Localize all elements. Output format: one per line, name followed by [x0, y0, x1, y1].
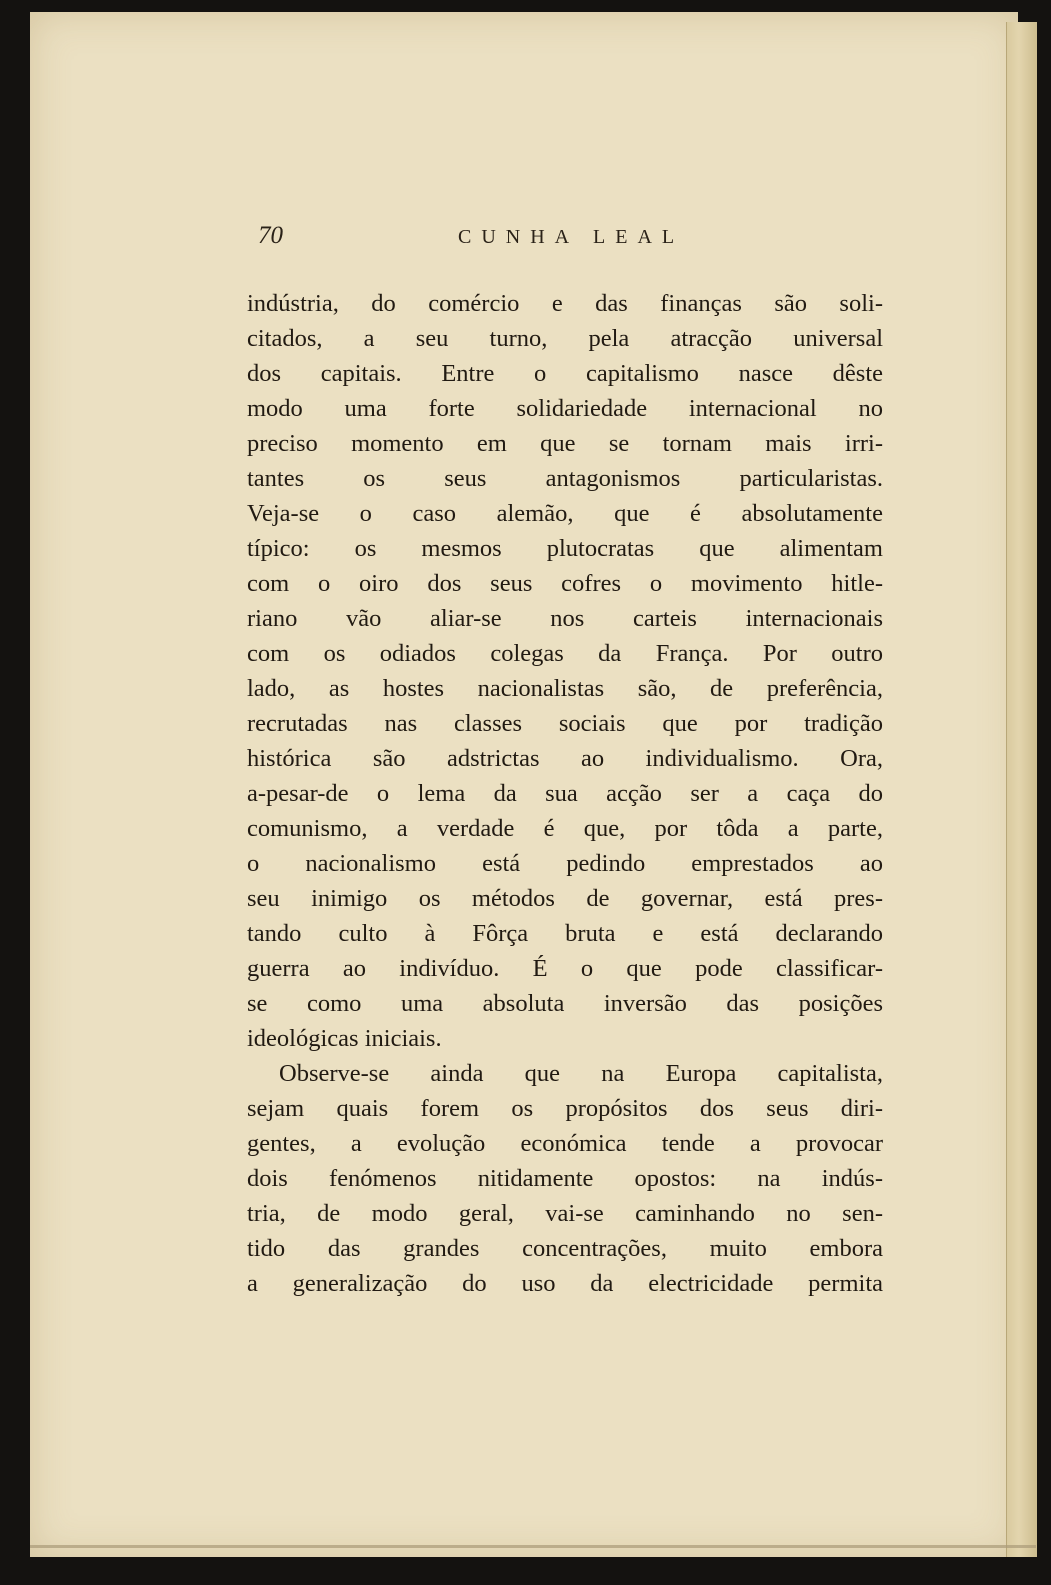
text-line: seu inimigo os métodos de governar, está pres-: [247, 885, 883, 912]
text-line: recrutadas nas classes sociais que por tradição: [247, 710, 883, 737]
text-line: tria, de modo geral, vai-se caminhando no sen-: [247, 1200, 883, 1227]
page-stack-edge: [1006, 22, 1037, 1557]
text-line: gentes, a evolução económica tende a provocar: [247, 1130, 883, 1157]
text-line: comunismo, a verdade é que, por tôda a parte,: [247, 815, 883, 842]
page-header: [252, 222, 892, 256]
text-line: ideológicas iniciais.: [247, 1025, 442, 1052]
text-line: modo uma forte solidariedade internacional no: [247, 395, 883, 422]
text-line: preciso momento em que se tornam mais irri-: [247, 430, 883, 457]
page-number: 70: [258, 222, 283, 249]
body-text: [247, 286, 883, 1301]
text-line: a-pesar-de o lema da sua acção ser a caça do: [247, 780, 883, 807]
text-line: indústria, do comércio e das finanças são soli-: [247, 290, 883, 317]
text-line-paragraph-start: Observe-se ainda que na Europa capitalista,: [279, 1060, 883, 1087]
text-line: sejam quais forem os propósitos dos seus diri-: [247, 1095, 883, 1122]
text-line: com os odiados colegas da França. Por outro: [247, 640, 883, 667]
text-line: riano vão aliar-se nos carteis internacionais: [247, 605, 883, 632]
text-line: típico: os mesmos plutocratas que alimentam: [247, 535, 883, 562]
page-bottom-edge: [30, 1545, 1036, 1548]
text-line: lado, as hostes nacionalistas são, de preferência,: [247, 675, 883, 702]
text-line: tantes os seus antagonismos particularistas.: [247, 465, 883, 492]
text-line: guerra ao indivíduo. É o que pode classificar-: [247, 955, 883, 982]
text-line: a generalização do uso da electricidade permita: [247, 1270, 883, 1297]
text-line: citados, a seu turno, pela atracção universal: [247, 325, 883, 352]
text-line: se como uma absoluta inversão das posições: [247, 990, 883, 1017]
text-line: dois fenómenos nitidamente opostos: na indús-: [247, 1165, 883, 1192]
text-line: dos capitais. Entre o capitalismo nasce dêste: [247, 360, 883, 387]
text-line: tando culto à Fôrça bruta e está declarando: [247, 920, 883, 947]
text-line: o nacionalismo está pedindo emprestados ao: [247, 850, 883, 877]
text-line: histórica são adstrictas ao individualismo. Ora,: [247, 745, 883, 772]
text-line: Veja-se o caso alemão, que é absolutamente: [247, 500, 883, 527]
text-line: tido das grandes concentrações, muito embora: [247, 1235, 883, 1262]
text-line: com o oiro dos seus cofres o movimento hitle-: [247, 570, 883, 597]
running-head: CUNHA LEAL: [458, 226, 685, 248]
